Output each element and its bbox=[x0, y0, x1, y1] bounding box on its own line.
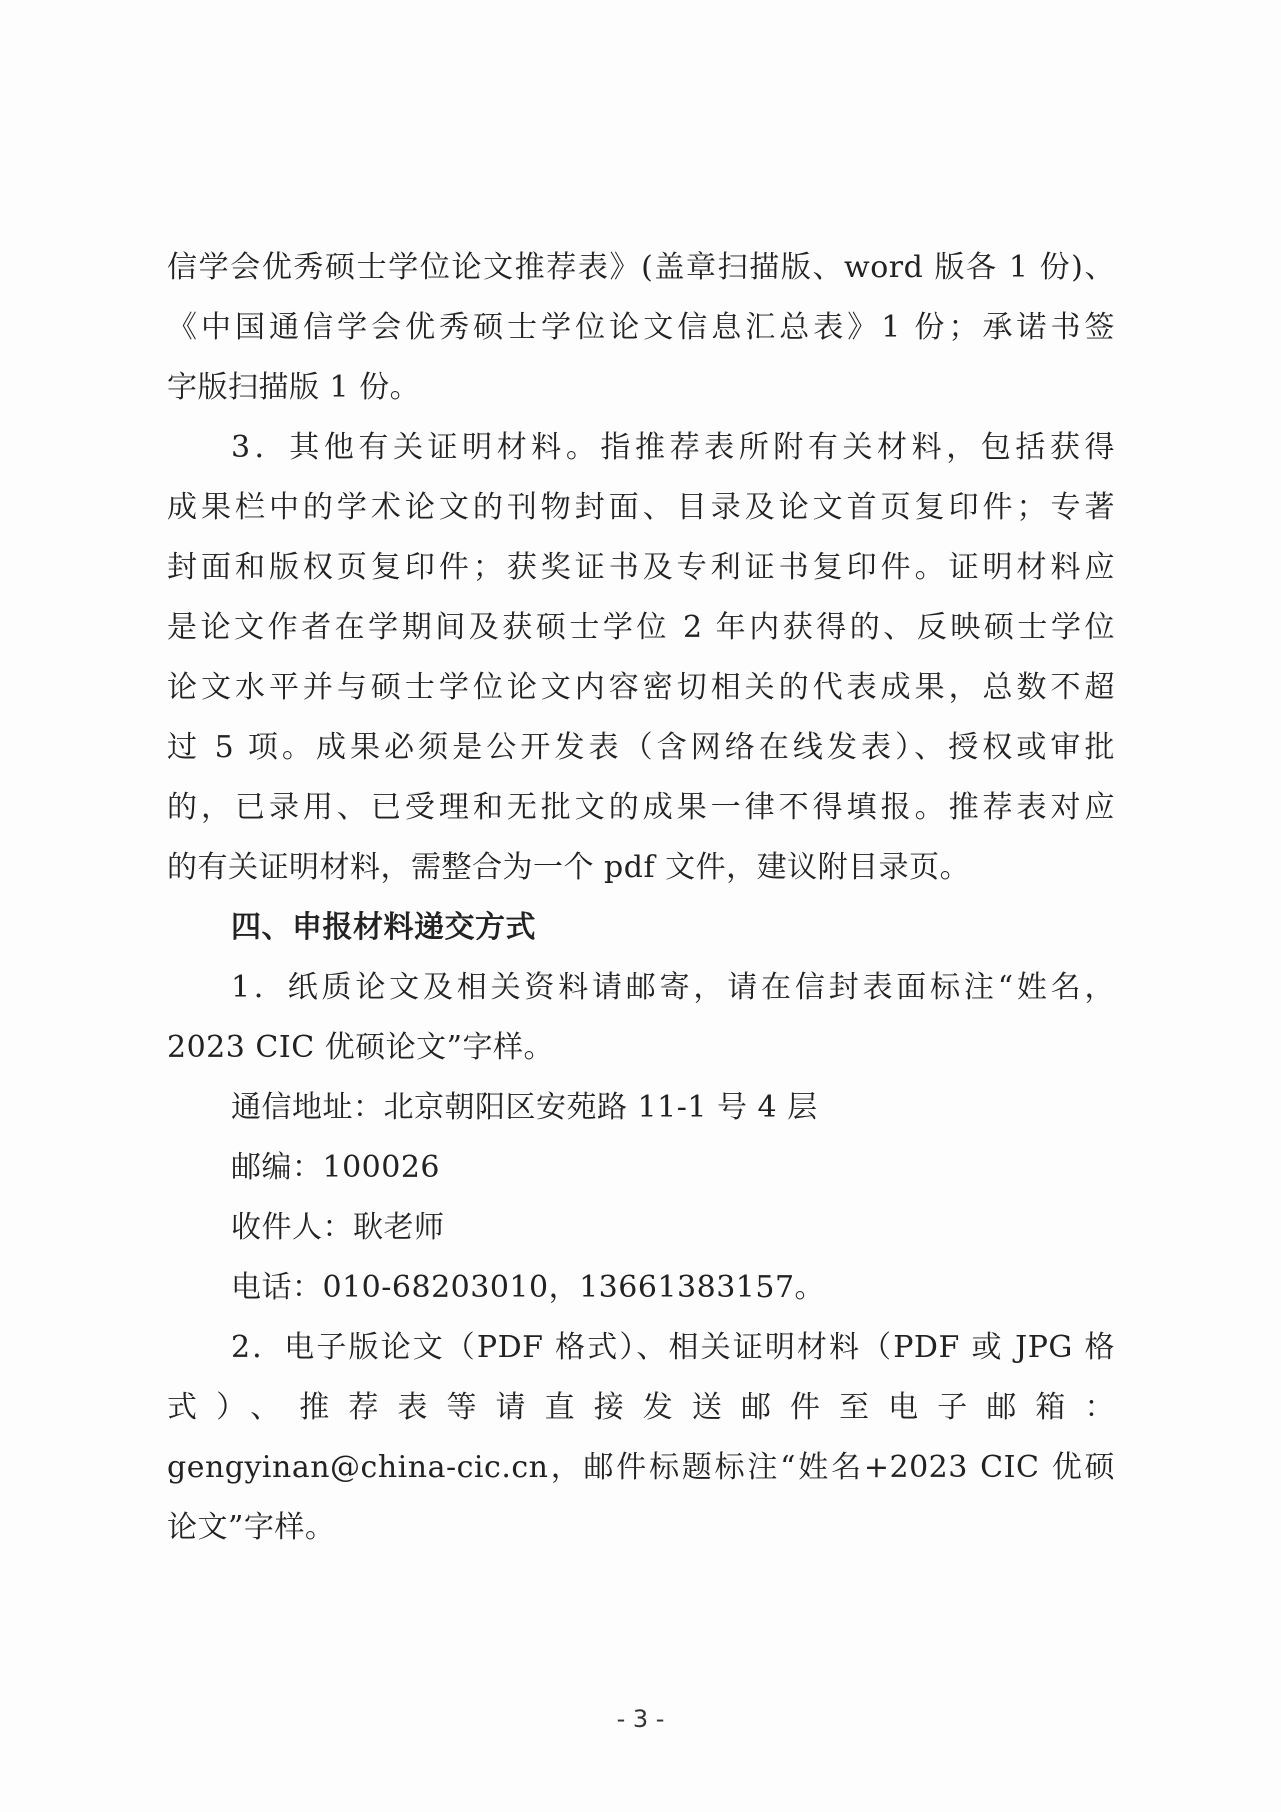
text-line: 1．纸质论文及相关资料请邮寄，请在信封表面标注“姓名， bbox=[231, 970, 1115, 1005]
email-line: gengyinan@china-cic.cn，邮件标题标注“姓名+2023 CIC 优硕 bbox=[167, 1450, 1115, 1485]
text-line: 信学会优秀硕士学位论文推荐表》(盖章扫描版、word 版各 1 份)、 bbox=[167, 250, 1115, 285]
text-line: 《中国通信学会优秀硕士学位论文信息汇总表》1 份；承诺书签 bbox=[167, 310, 1115, 345]
submission-2-paragraph bbox=[167, 1318, 1115, 1558]
text-line: 成果栏中的学术论文的刊物封面、目录及论文首页复印件；专著 bbox=[167, 490, 1115, 525]
document-body bbox=[167, 238, 1115, 1558]
text-line: 是论文作者在学期间及获硕士学位 2 年内获得的、反映硕士学位 bbox=[167, 610, 1115, 645]
text-line: 论文”字样。 bbox=[167, 1510, 336, 1545]
phone: 电话：010-68203010，13661383157。 bbox=[231, 1270, 826, 1305]
text-line: 3．其他有关证明材料。指推荐表所附有关材料，包括获得 bbox=[231, 430, 1115, 465]
text-line: 过 5 项。成果必须是公开发表（含网络在线发表）、授权或审批 bbox=[167, 730, 1115, 765]
mailing-address: 通信地址：北京朝阳区安苑路 11-1 号 4 层 bbox=[231, 1090, 818, 1125]
text-line: 2．电子版论文（PDF 格式）、相关证明材料（PDF 或 JPG 格 bbox=[231, 1330, 1115, 1365]
text-line: 的，已录用、已受理和无批文的成果一律不得填报。推荐表对应 bbox=[167, 790, 1115, 825]
submission-1-paragraph bbox=[167, 958, 1115, 1078]
text-line: 式）、推荐表等请直接发送邮件至电子邮箱： bbox=[167, 1390, 1115, 1425]
text-line: 论文水平并与硕士学位论文内容密切相关的代表成果，总数不超 bbox=[167, 670, 1115, 705]
page-number: - 3 - bbox=[616, 1705, 665, 1733]
recipient: 收件人：耿老师 bbox=[231, 1210, 445, 1245]
section-heading: 四、申报材料递交方式 bbox=[231, 910, 536, 945]
text-line: 封面和版权页复印件；获奖证书及专利证书复印件。证明材料应 bbox=[167, 550, 1115, 585]
postcode: 邮编：100026 bbox=[231, 1150, 441, 1185]
item-3-paragraph bbox=[167, 418, 1115, 898]
text-line: 的有关证明材料，需整合为一个 pdf 文件，建议附目录页。 bbox=[167, 850, 971, 885]
text-line: 字版扫描版 1 份。 bbox=[167, 370, 421, 405]
text-line: 2023 CIC 优硕论文”字样。 bbox=[167, 1030, 555, 1065]
continuation-paragraph bbox=[167, 238, 1115, 418]
